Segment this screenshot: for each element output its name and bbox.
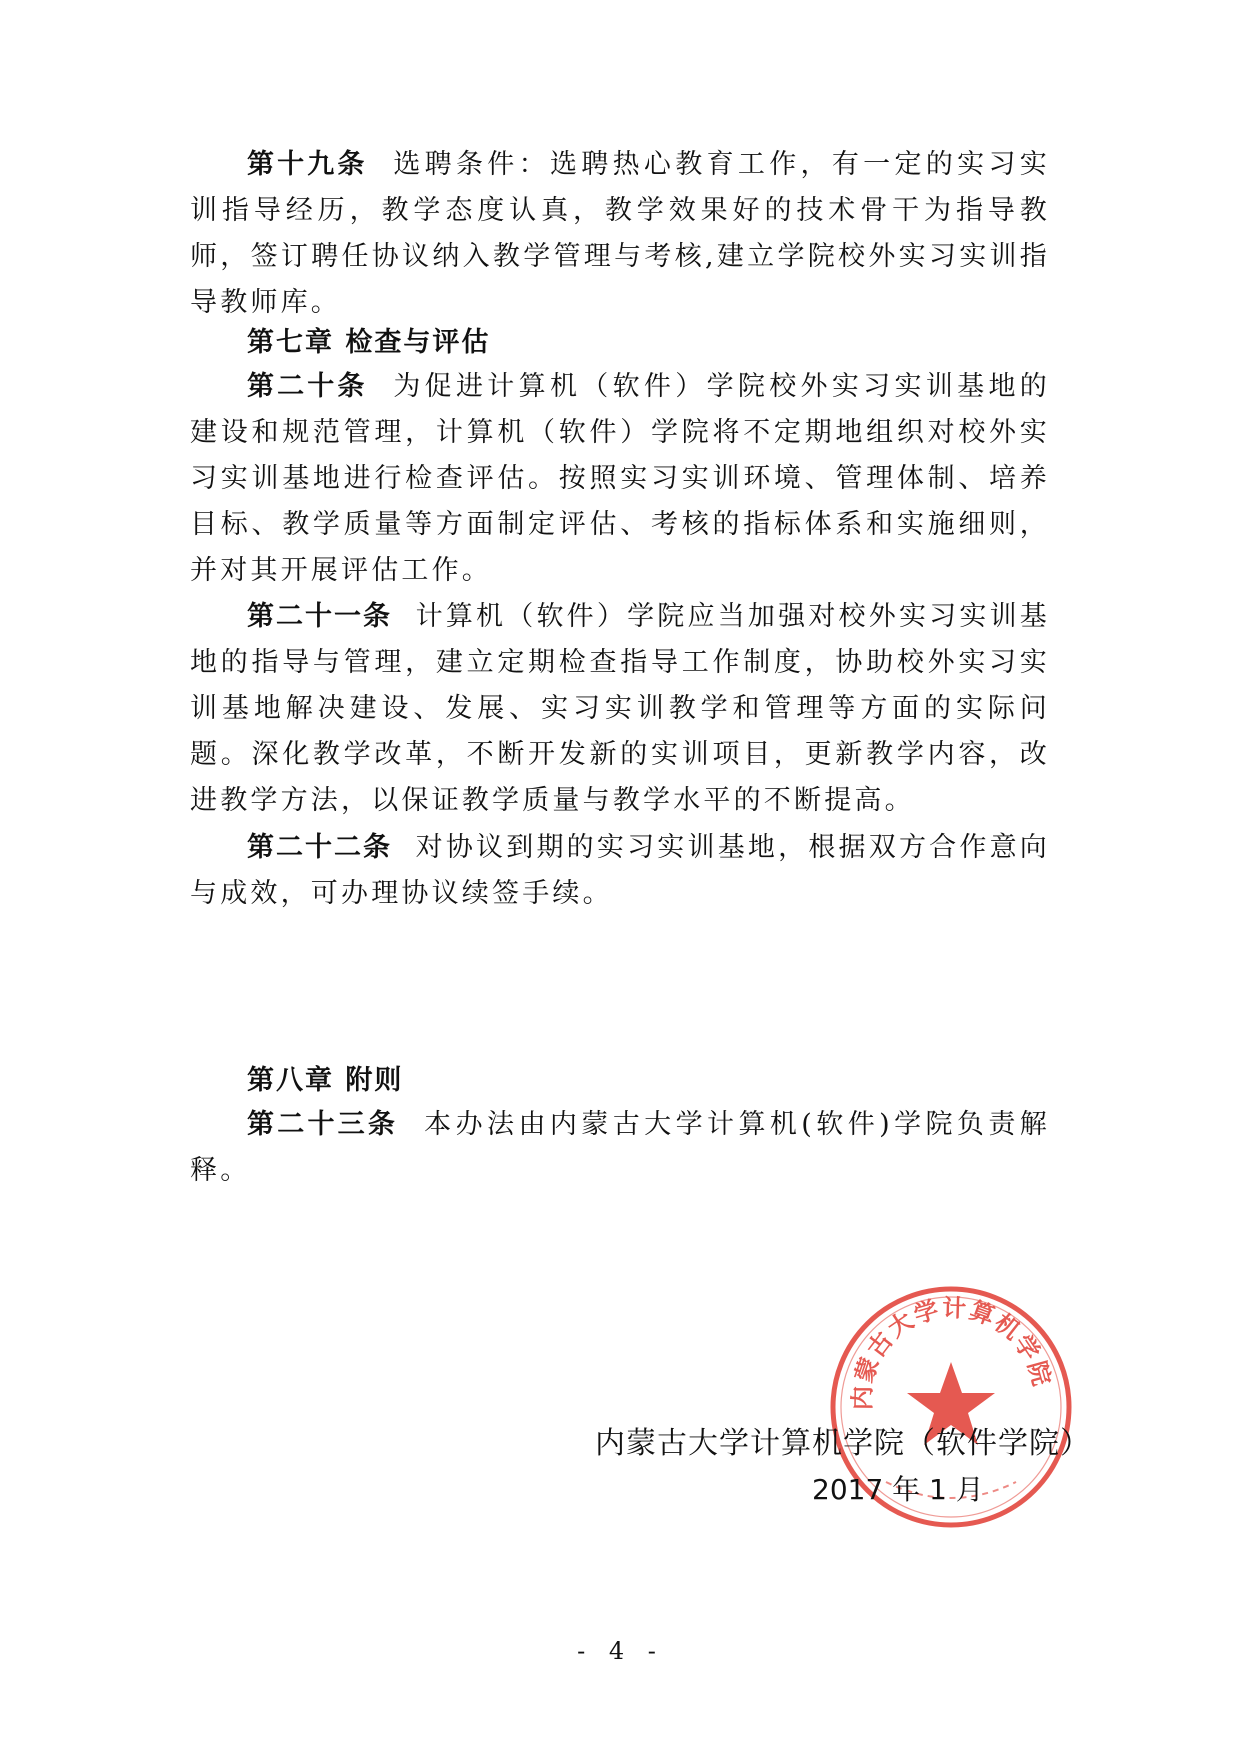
article-label: 第二十一条 <box>247 601 393 632</box>
article-21 <box>190 594 1050 824</box>
article-text: 选聘条件：选聘热心教育工作，有一定的实习实训指导经历，教学态度认真，教学效果好的技术骨干为指导教师，签订聘任协议纳入教学管理与考核,建立学院校外实习实训指导教师库。 <box>190 149 1051 318</box>
seal-text: 内蒙古大学计算机学院 <box>848 1293 1057 1411</box>
signature-organization: 内蒙古大学计算机学院（软件学院） <box>595 1426 1091 1461</box>
article-20 <box>190 364 1050 594</box>
article-text: 为促进计算机（软件）学院校外实习实训基地的建设和规范管理，计算机（软件）学院将不定期地组织对校外实习实训基地进行检查评估。按照实习实训环境、管理体制、培养目标、教学质量等方面制定评估、考核的指标体系和实施细则，并对其开展评估工作。 <box>190 371 1051 586</box>
article-label: 第二十条 <box>247 371 368 402</box>
article-label: 第二十二条 <box>247 832 393 863</box>
chapter-heading-7: 第七章 检查与评估 <box>247 327 491 358</box>
article-19 <box>190 142 1050 326</box>
chapter-heading-8: 第八章 附则 <box>247 1065 404 1096</box>
article-label: 第十九条 <box>247 149 368 180</box>
article-text: 对协议到期的实习实训基地，根据双方合作意向与成效，可办理协议续签手续。 <box>190 832 1051 909</box>
article-label: 第二十三条 <box>247 1109 399 1140</box>
page-number: - 4 - <box>577 1637 664 1665</box>
article-text: 计算机（软件）学院应当加强对校外实习实训基地的指导与管理，建立定期检查指导工作制度，协助校外实习实训基地解决建设、发展、实习实训教学和管理等方面的实际问题。深化教学改革，不断开发新的实训项目，更新教学内容，改进教学方法，以保证教学质量与教学水平的不断提高。 <box>190 601 1051 816</box>
article-text: 本办法由内蒙古大学计算机(软件)学院负责解释。 <box>190 1109 1050 1186</box>
article-23 <box>190 1102 1050 1194</box>
signature-date: 2017 年 1 月 <box>812 1473 984 1506</box>
article-22 <box>190 825 1050 917</box>
